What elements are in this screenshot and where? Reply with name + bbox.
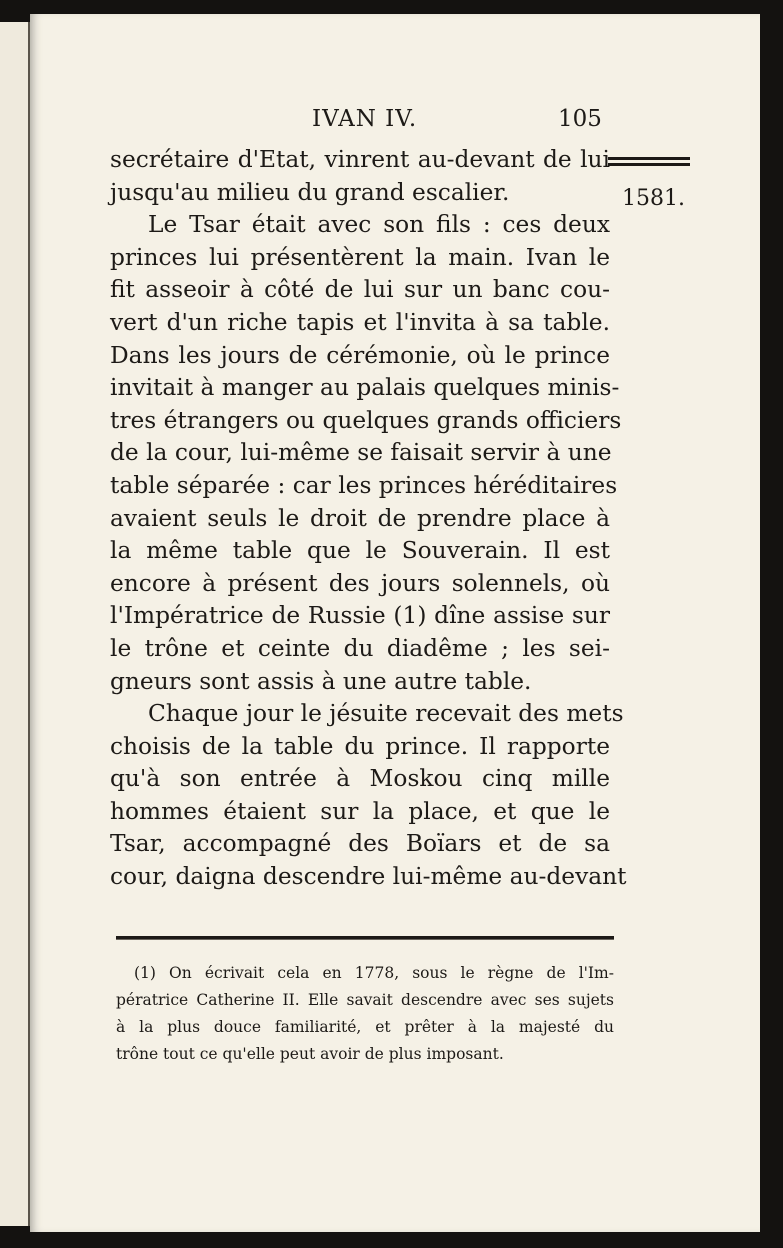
body-line: fit asseoir à côté de lui sur un banc cou- <box>110 276 610 304</box>
book-page <box>30 14 760 1232</box>
footnote-line: (1) On écrivait cela en 1778, sous le règne de l'Im- <box>134 964 614 982</box>
body-line: jusqu'au milieu du grand escalier. <box>110 178 510 206</box>
body-line: invitait à manger au palais quelques minis- <box>110 374 620 402</box>
body-line: Le Tsar était avec son fils : ces deux <box>148 211 610 239</box>
body-line: gneurs sont assis à une autre table. <box>110 667 532 695</box>
previous-page-edge <box>0 22 30 1226</box>
body-line: cour, daigna descendre lui-même au-devant <box>110 863 627 891</box>
footnote-line: pératrice Catherine II. Elle savait descendre avec ses sujets <box>116 991 614 1009</box>
body-line: Tsar, accompagné des Boïars et de sa <box>110 830 610 858</box>
body-line: encore à présent des jours solennels, où <box>110 569 610 597</box>
body-line: vert d'un riche tapis et l'invita à sa table. <box>110 308 610 336</box>
body-line: secrétaire d'Etat, vinrent au-devant de lui <box>110 146 610 173</box>
footnote-line: à la plus douce familiarité, et prêter à la majesté du <box>116 1018 614 1036</box>
body-line: Chaque jour le jésuite recevait des mets <box>148 700 624 728</box>
body-line: princes lui présentèrent la main. Ivan le <box>110 243 610 271</box>
footnote-line: trône tout ce qu'elle peut avoir de plus imposant. <box>116 1045 504 1063</box>
footnote-rule <box>116 936 614 940</box>
body-line: table séparée : car les princes héréditaires <box>110 471 618 499</box>
margin-year: 1581. <box>622 186 685 211</box>
body-line: le trône et ceinte du diadême ; les sei- <box>110 634 610 662</box>
footnote <box>116 960 614 1068</box>
body-line: de la cour, lui-même se faisait servir à une <box>110 439 612 467</box>
body-line: l'Impératrice de Russie (1) dîne assise sur <box>110 602 610 630</box>
body-line: tres étrangers ou quelques grands officiers <box>110 406 622 434</box>
body-text <box>110 144 627 894</box>
body-line: la même table que le Souverain. Il est <box>110 537 610 565</box>
body-line: choisis de la table du prince. Il rapporte <box>110 732 610 760</box>
running-header <box>30 106 760 136</box>
running-title: IVAN IV. <box>312 106 418 132</box>
margin-ornament <box>608 157 690 167</box>
body-line: avaient seuls le droit de prendre place à <box>110 504 610 532</box>
page-number: 105 <box>558 106 602 132</box>
body-line: hommes étaient sur la place, et que le <box>110 797 610 825</box>
body-line: qu'à son entrée à Moskou cinq mille <box>110 765 610 793</box>
body-line: Dans les jours de cérémonie, où le prince <box>110 341 610 369</box>
